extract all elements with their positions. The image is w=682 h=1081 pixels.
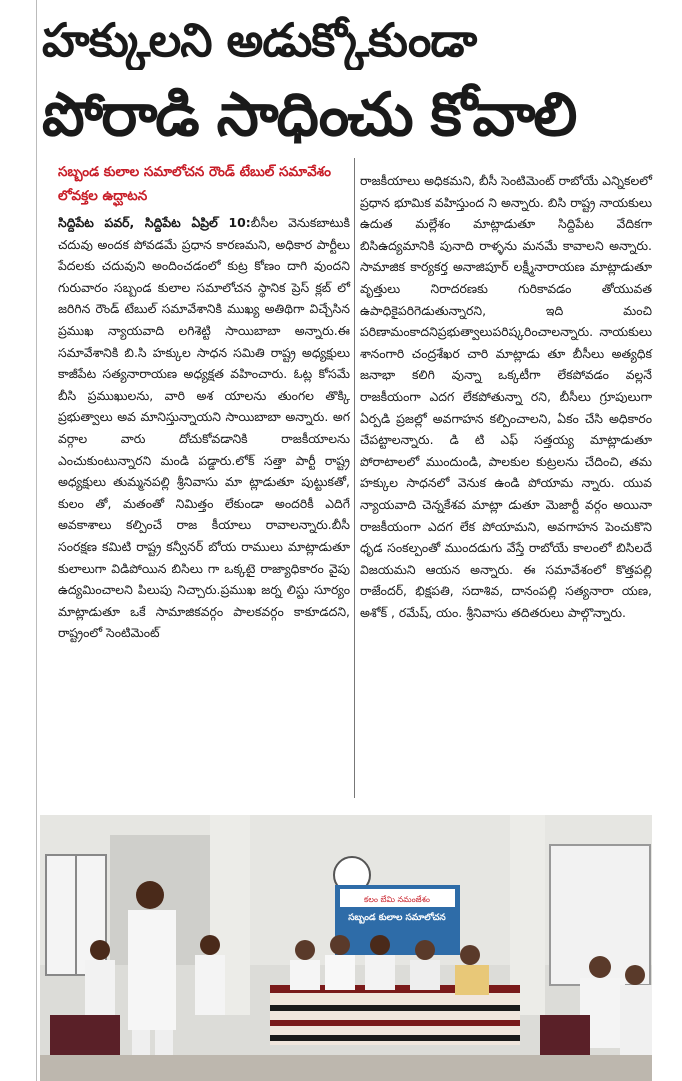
- subheadline: సబ్బండ కులాల సమాలోచన రౌండ్ టేబుల్ సమావేశం లోవక్తల ఉద్ఘాటన: [58, 164, 332, 204]
- headline-line-2: పోరాడి సాధించు కోవాలి: [42, 80, 576, 150]
- article-body-right: రాజకీయాలు అధికమని, బీసీ సెంటిమెంట్ రాబోయే ఎన్నికలలో ప్రధాన భూమిక వహిస్తుంద ని అన్నారు. బిసి రాష్ట్ర నాయకులు ఉదుత మల్లేశం మాట్లాడుతూ సిద్దిపేట వేదికగా బిసిఉద్యమానికి పునాది రాళ్ళను మనమే కావాలని అన్నారు. సామాజిక కార్యకర్త అనాజిపూర్ లక్ష్మీనారాయణ మాట్లాడుతూ వృత్తులు నిరాదరణకు గురికావడం తోయువత ఉపాధికైపరిగెడుతున్నారని, ఇది మంచి పరిణామంకాదనిప్రభుత్వాలుపరిష్కరించాలన్నారు. నాయకులు శానంగారి చంద్రశేఖర చారి మాట్లాడు తూ బీసీలు అత్యధిక జనాభా కలిగి వున్నా ఒక్కటీగా లేకపోవడం వల్లనే రాజకీయంగా ఎదగ లేకపోతున్నా రని, బీసీలు గ్రూపులుగా ఏర్పడి ప్రజల్లో అవగాహన కల్పించాలని, ఏకం చేసి అధికారం చేపట్టాలన్నారు. డి టి ఎఫ్ సత్తయ్య మాట్లాడుతూ పోరాటాలలో ముందుండి, పాలకుల కుట్రలను చేదించి, తమ హక్కుల సాధనలో వెనుక ఉండి పోయామ న్నారు. యువ న్యాయవాది చెన్నకేశవ మాట్లా డుతూ మెజార్టీ వర్గం అయినా రాజకీయంగా ఎదగ లేక పోయామని, అవగాహన పెంచుకొని ధృడ సంకల్పంతో ముందడుగు వేస్తే రాబోయే కాలంలో బిసిలదే విజయమని ఆయన అన్నారు. ఈ సమావేశంలో కొత్తపల్లి రాజేందర్, భిక్షపతి, సదాశివ, దానంపల్లి సత్యనారా యణ, అశోక్ , రమేష్, యం. శ్రీనివాసు తదితరులు పాల్గొన్నారు.: [360, 173, 652, 620]
- page-left-rule: [36, 0, 37, 1081]
- article-column-left: [58, 212, 350, 644]
- banner-text-1: కలం బేమి నమంజేశం: [364, 895, 430, 904]
- meeting-photo: [40, 815, 652, 1081]
- article-body-left: బీసీల వెనుకబాటుకి చదువు అందక పోవడమే ప్రధాన కారణమని, అధికార పార్టీలు పేదలకు చదువుని అందించడంలో కుట్ర కోణం దాగి వుందని గురువారం సబ్బండ కులాల సమాలోచన స్థానిక ప్రెస్ క్లబ్ లో జరిగిన రౌండ్ టేబుల్ సమావేశానికి ముఖ్య అతిథిగా విచ్చేసిన ప్రముఖ న్యాయవాది లగిశెట్టి సాయిబాబా అన్నారు.ఈ సమావేశానికి బి.సి హక్కుల సాధన సమితి రాష్ట్ర అధ్యక్షులు కాజీపేట సత్యనారాయణ అధ్యక్షత వహించారు. ఓట్ల కోసమే బీసి ప్రముఖులను, వారి అశ యాలను తుంగల తొక్కి ప్రభుత్వాలు అవ మానిస్తున్నాయని సాయిబాబా అన్నారు. అగ వర్గాల వారు దోచుకోవడానికి రాజకీయాలను ఎంచుకుంటున్నారని మండి పడ్డారు.లోక్ సత్తా పార్టీ రాష్ట్ర అధ్యక్షులు తుమ్మనపల్లి శ్రీనివాసు మా ట్లాడుతూ పుట్టుకతో, కులం తో, మతంతో నిమిత్తం లేకుండా అందరికీ ఎదిగే అవకాశాలు కల్పించే రాజ కీయాలు రావాలన్నారు.బీసీ సంరక్షణ కమిటి రాష్ట్ర కన్వీనర్ బోయ రాములు మాట్లాడుతూ కులాలుగా విడిపోయిన బిసిలు గా ఒక్కటై రాజ్యాధికారం వైపు ఉద్యమించాలని పిలుపు నిచ్చారు.ప్రముఖ జర్న లిస్టు సూర్యం మాట్లాడుతూ ఒకే సామాజికవర్గం పాలకవర్గం కాకూడదని, రాష్ట్రంలో సెంటిమెంట్: [58, 215, 350, 641]
- meeting-photo-illustration: [40, 815, 652, 1081]
- article-column-right: [360, 170, 652, 623]
- dateline: సిద్దిపేట పవర్, సిద్దిపేట ఏప్రిల్ 10:: [58, 215, 251, 230]
- banner-text-2: సబ్బండ కులాల సమాలోచన: [348, 913, 446, 923]
- headline-line-1: హక్కులని అడుక్కోకుండా: [42, 13, 477, 67]
- column-divider: [354, 158, 355, 798]
